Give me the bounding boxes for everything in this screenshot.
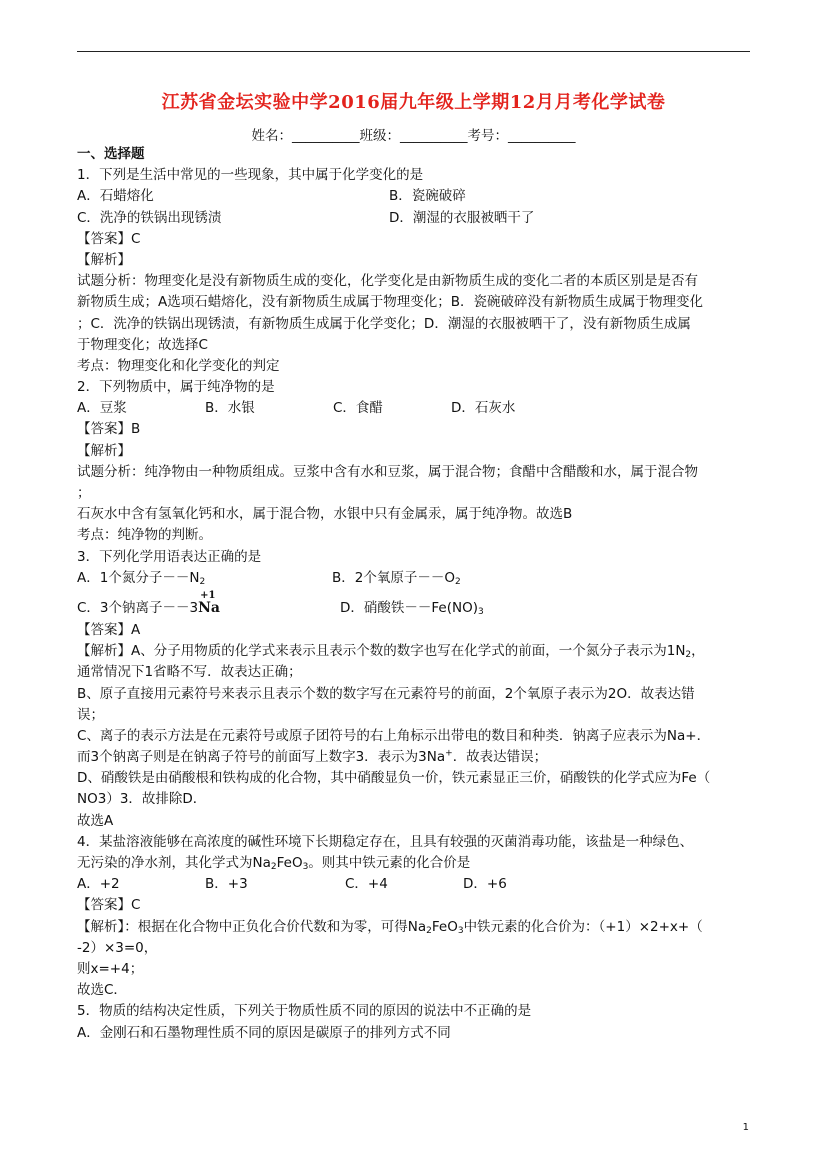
q3-option-d: D．硝酸铁$--Fe(NO)_3$ xyxy=(340,599,484,617)
question-4-stem-cont: 无污染的净水剂，其化学式为$Na_2FeO_3$。则其中铁元素的化合价是 xyxy=(77,855,471,872)
exam-title: 江苏省金坛实验中学2016届九年级上学期12月月考化学试卷 xyxy=(161,92,666,113)
q1-analysis-line: 试题分析：物理变化是没有新物质生成的变化，化学变化是由新物质生成的变化二者的本质区别是是否有 xyxy=(77,273,698,290)
q2-analysis-line: ； xyxy=(77,485,91,501)
question-4-stem: 4．某盐溶液能够在高浓度的碱性环境下长期稳定存在，且具有较强的灭菌消毒功能，该盐是一种绿色、 xyxy=(77,833,694,850)
q2-analysis-line: 试题分析：纯净物由一种物质组成。豆浆中含有水和豆浆，属于混合物；食醋中含醋酸和水，属于混合物 xyxy=(77,463,698,480)
question-5-stem: 5．物质的结构决定性质，下列关于物质性质不同的原因的说法中不正确的是 xyxy=(77,1003,532,1020)
student-info-line: 姓名：__________班级：__________考号：__________ xyxy=(251,128,576,144)
q3-answer: 【答案】A xyxy=(77,621,141,638)
q2-option-d: D．石灰水 xyxy=(451,400,516,417)
q3-analysis-a: 【解析】A、分子用物质的化学式来表示且表示个数的数字也写在化学式的前面，一个氮分子表示为$1N_2$， xyxy=(77,643,705,661)
page-number: 1 xyxy=(742,1122,749,1133)
q1-point: 考点：物理变化和化学变化的判定 xyxy=(77,357,280,374)
section-heading: 一、选择题 xyxy=(77,146,145,162)
q2-analysis-label: 【解析】 xyxy=(77,442,131,459)
q3-analysis-line: D、硝酸铁是由硝酸根和铁构成的化合物，其中硝酸显负一价，铁元素显正三价，硝酸铁的化学式应为Fe（ xyxy=(77,770,711,787)
question-3-options-row1 xyxy=(77,568,752,589)
q4-analysis-line: 则x=+4； xyxy=(77,960,144,977)
question-1-options-row2 xyxy=(77,208,752,229)
q3-option-b: B．2个氧原子$--O_2$ xyxy=(332,569,461,587)
question-2-options xyxy=(77,398,752,419)
q4-answer: 【答案】C xyxy=(77,897,141,914)
q1-answer: 【答案】C xyxy=(77,230,141,247)
q3-analysis-line: NO3）3．故排除D． xyxy=(77,791,207,808)
question-1-options-row1 xyxy=(77,186,752,207)
q2-option-c: C．食醋 xyxy=(333,400,383,417)
q1-analysis-label: 【解析】 xyxy=(77,251,131,268)
q2-option-b: B．水银 xyxy=(205,400,255,417)
q4-option-c: C．+4 xyxy=(345,876,388,893)
q1-option-b: B．瓷碗破碎 xyxy=(389,188,466,205)
q2-analysis-line: 石灰水中含有氢氧化钙和水，属于混合物，水银中只有金属汞，属于纯净物。故选B xyxy=(77,506,573,523)
q4-option-d: D．+6 xyxy=(463,876,507,893)
q3-option-a: A．1个氮分子$--N_2$ xyxy=(77,569,206,587)
ion-charge: +1 xyxy=(200,589,216,601)
q3-analysis-line: 而3个钠离子则是在钠离子符号的前面写上数字3．表示为3Na+．故表达错误； xyxy=(77,748,548,766)
q3-analysis-line: C、离子的表示方法是在元素符号或原子团符号的右上角标示出带电的数目和种类．钠离子应表示为Na+． xyxy=(77,727,711,744)
question-3-options-row2 xyxy=(77,589,752,620)
q1-analysis-line: 于物理变化；故选择C xyxy=(77,336,208,353)
q4-option-a: A．+2 xyxy=(77,876,120,893)
question-1-stem: 1．下列是生活中常见的一些现象，其中属于化学变化的是 xyxy=(77,167,424,184)
q3-analysis-line: 通常情况下1省略不写．故表达正确； xyxy=(77,664,302,681)
q2-point: 考点：纯净物的判断。 xyxy=(77,527,212,544)
q1-option-d: D．潮湿的衣服被晒干了 xyxy=(389,209,535,226)
q4-final: 故选C． xyxy=(77,982,127,999)
q3-analysis-line: B、原子直接用元素符号来表示且表示个数的数字写在元素符号的前面，2个氧原子表示为2O．故表达错 xyxy=(77,685,695,702)
q5-option-a: A．金刚石和石墨物理性质不同的原因是碳原子的排列方式不同 xyxy=(77,1024,451,1041)
q2-answer: 【答案】B xyxy=(77,421,141,438)
q3-final: 故选A xyxy=(77,812,114,829)
question-3-stem: 3．下列化学用语表达正确的是 xyxy=(77,548,262,565)
q4-option-b: B．+3 xyxy=(205,876,248,893)
q2-option-a: A．豆浆 xyxy=(77,400,127,417)
q4-analysis: 【解析】：根据在化合物中正负化合价代数和为零，可得$Na_2FeO_3$中铁元素的化合价为：（+1）×2+x+（ xyxy=(77,918,703,936)
q1-option-a: A．石蜡熔化 xyxy=(77,188,154,205)
q3-analysis-line: 误； xyxy=(77,706,104,723)
sodium-ion-symbol: +1 Na xyxy=(198,598,220,619)
q1-analysis-line: ；C．洗净的铁锅出现锈渍，有新物质生成属于化学变化；D．潮湿的衣服被晒干了，没有新物质生成属 xyxy=(77,315,691,332)
q4-analysis-line: -2）×3=0， xyxy=(77,939,158,956)
q3-option-c: C．3个钠离子－－3 +1 Na xyxy=(77,598,340,620)
question-2-stem: 2．下列物质中，属于纯净物的是 xyxy=(77,379,275,396)
header-rule xyxy=(77,51,750,52)
q1-analysis-line: 新物质生成；A选项石蜡熔化，没有新物质生成属于物理变化；B．瓷碗破碎没有新物质生成属于物理变化 xyxy=(77,294,703,311)
question-4-options xyxy=(77,874,752,895)
exam-content xyxy=(77,144,752,1044)
q1-option-c: C．洗净的铁锅出现锈渍 xyxy=(77,209,222,226)
